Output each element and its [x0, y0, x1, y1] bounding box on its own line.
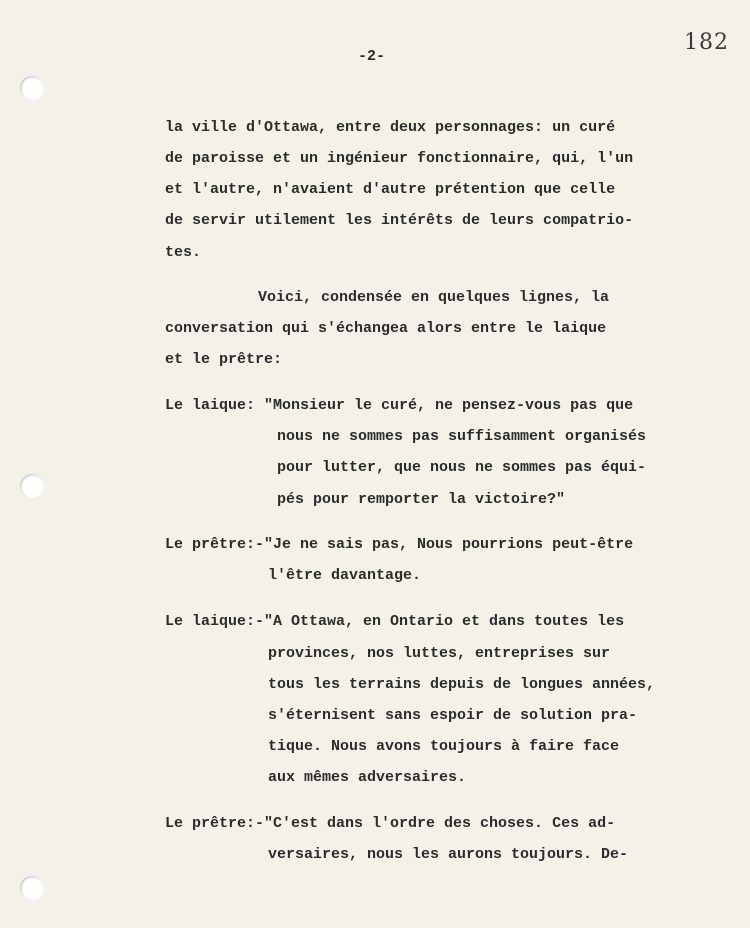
- text-line: nous ne sommes pas suffisamment organisés: [277, 428, 647, 445]
- text-line: tes.: [165, 244, 202, 261]
- text-line: Le prêtre:-"Je ne sais pas, Nous pourrions peut-être: [165, 536, 634, 553]
- text-line: aux mêmes adversaires.: [268, 769, 467, 786]
- page-number: -2-: [358, 48, 386, 65]
- text-line: pés pour remporter la victoire?": [277, 491, 566, 508]
- punch-hole: [20, 876, 44, 900]
- text-line: conversation qui s'échangea alors entre le laique: [165, 320, 607, 337]
- punch-hole: [20, 76, 44, 100]
- folio-number: 182: [684, 30, 729, 55]
- text-line: tique. Nous avons toujours à faire face: [268, 738, 620, 755]
- text-line: l'être davantage.: [268, 567, 422, 584]
- text-line: provinces, nos luttes, entreprises sur: [268, 645, 611, 662]
- text-line: Voici, condensée en quelques lignes, la: [258, 289, 610, 306]
- text-line: versaires, nous les aurons toujours. De-: [268, 846, 629, 863]
- text-line: de servir utilement les intérêts de leurs compatrio-: [165, 212, 634, 229]
- text-line: la ville d'Ottawa, entre deux personnages: un curé: [165, 119, 616, 136]
- text-line: tous les terrains depuis de longues années,: [268, 676, 656, 693]
- text-line: Le laique: "Monsieur le curé, ne pensez-vous pas que: [165, 397, 634, 414]
- text-line: Le laique:-"A Ottawa, en Ontario et dans toutes les: [165, 613, 625, 630]
- text-line: Le prêtre:-"C'est dans l'ordre des choses. Ces ad-: [165, 815, 616, 832]
- text-line: de paroisse et un ingénieur fonctionnaire, qui, l'un: [165, 150, 634, 167]
- text-line: et le prêtre:: [165, 351, 283, 368]
- text-line: pour lutter, que nous ne sommes pas équi-: [277, 459, 647, 476]
- text-line: s'éternisent sans espoir de solution pra-: [268, 707, 638, 724]
- punch-hole: [20, 474, 44, 498]
- text-line: et l'autre, n'avaient d'autre prétention que celle: [165, 181, 616, 198]
